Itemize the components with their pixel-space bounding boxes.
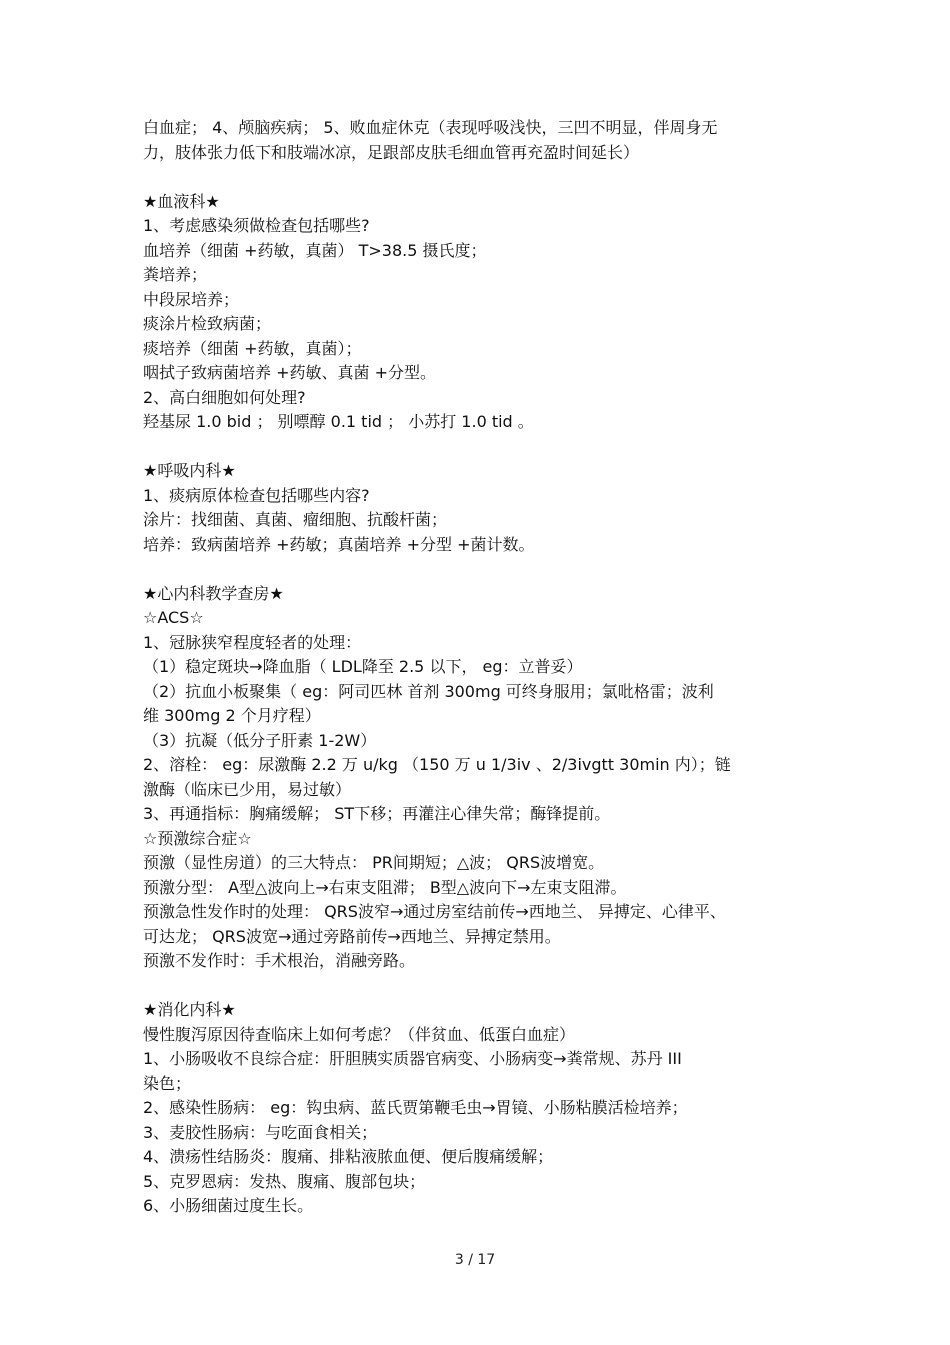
text-line: 1、考虑感染须做检查包括哪些?	[143, 216, 370, 235]
text-line: 2、感染性肠病： eg：钩虫病、蓝氏贾第鞭毛虫→胃镜、小肠粘膜活检培养；	[143, 1098, 688, 1117]
text-line: 中段尿培养；	[143, 289, 240, 309]
text-line: 预激（显性房道）的三大特点： PR间期短；△波； QRS波增宽。	[143, 853, 605, 872]
section-respiratory	[143, 459, 811, 557]
document-body	[143, 116, 811, 1219]
paragraph-gap	[143, 974, 811, 999]
text-line: （3）抗凝（低分子肝素 1-2W）	[143, 730, 377, 750]
section-heading: ★血液科★	[143, 191, 220, 211]
subsection-heading: ☆ACS☆	[143, 608, 204, 627]
section-gastroenterology	[143, 998, 811, 1219]
text-line: 1、冠脉狭窄程度轻者的处理：	[143, 632, 362, 652]
paragraph-gap	[143, 557, 811, 582]
section-cardiology	[143, 582, 811, 974]
page-footer	[0, 1251, 950, 1269]
text-line: 预激不发作时：手术根治，消融旁路。	[143, 951, 416, 970]
text-line: 2、溶栓： eg：尿激酶 2.2 万 u/kg （150 万 u 1/3iv 、2/3ivgtt 30min 内）；链	[143, 755, 731, 774]
text-line: 5、克罗恩病：发热、腹痛、腹部包块；	[143, 1171, 426, 1191]
page-total: 17	[477, 1252, 496, 1268]
text-line: 粪培养；	[143, 265, 208, 284]
text-line: 慢性腹泻原因待查临床上如何考虑？（伴贫血、低蛋白血症）	[143, 1024, 576, 1044]
text-line: （1）稳定斑块→降血脂（ LDL降至 2.5 以下， eg：立普妥）	[143, 657, 583, 676]
text-line: 1、痰病原体检查包括哪些内容?	[143, 485, 370, 505]
text-line: 3、麦胶性肠病：与吃面食相关；	[143, 1122, 378, 1142]
text-line: （2）抗血小板聚集（ eg：阿司匹林 首剂 300mg 可终身服用；氯吡格雷；波利	[143, 681, 714, 701]
section-heading: ★呼吸内科★	[143, 461, 236, 480]
page-separator: /	[468, 1252, 473, 1268]
text-line: 咽拭子致病菌培养 +药敏、真菌 +分型。	[143, 363, 436, 382]
section-continuation	[143, 116, 811, 165]
text-line: 预激急性发作时的处理： QRS波窄→通过房室结前传→西地兰、 异搏定、心律平、	[143, 902, 726, 921]
text-line: 4、溃疡性结肠炎：腹痛、排粘液脓血便、便后腹痛缓解；	[143, 1147, 554, 1166]
text-line: 白血症； 4、颅脑疾病； 5、败血症休克（表现呼吸浅快，三凹不明显，伴周身无	[143, 118, 718, 137]
text-line: 6、小肠细菌过度生长。	[143, 1196, 314, 1215]
text-line: 力，肢体张力低下和肢端冰凉，足跟部皮肤毛细血管再充盈时间延长）	[143, 142, 640, 162]
text-line: 痰涂片检致病菌；	[143, 314, 272, 333]
section-heading: ★消化内科★	[143, 1000, 236, 1019]
text-line: 培养：致病菌培养 +药敏；真菌培养 +分型 +菌计数。	[143, 534, 535, 554]
page-number: 3	[454, 1252, 464, 1268]
text-line: 血培养（细菌 +药敏，真菌） T>38.5 摄氏度；	[143, 240, 487, 260]
text-line: 1、小肠吸收不良综合症：肝胆胰实质器官病变、小肠病变→粪常规、苏丹 III	[143, 1049, 682, 1068]
text-line: 羟基尿 1.0 bid ； 别嘌醇 0.1 tid ； 小苏打 1.0 tid 。	[143, 412, 534, 431]
text-line: 染色；	[143, 1073, 192, 1093]
text-line: 预激分型： A型△波向上→右束支阻滞； B型△波向下→左束支阻滞。	[143, 877, 627, 897]
text-line: 痰培养（细菌 +药敏，真菌）；	[143, 338, 362, 358]
text-line: 激酶（临床已少用，易过敏）	[143, 779, 352, 799]
paragraph-gap	[143, 435, 811, 460]
section-heading: ★心内科教学查房★	[143, 583, 284, 603]
text-line: 涂片：找细菌、真菌、瘤细胞、抗酸杆菌；	[143, 510, 448, 529]
paragraph-gap	[143, 165, 811, 190]
subsection-heading: ☆预激综合症☆	[143, 828, 252, 848]
text-line: 维 300mg 2 个月疗程）	[143, 706, 321, 725]
text-line: 可达龙； QRS波宽→通过旁路前传→西地兰、异搏定禁用。	[143, 926, 561, 946]
text-line: 3、再通指标：胸痛缓解； ST下移；再灌注心律失常；酶锋提前。	[143, 804, 611, 823]
text-line: 2、高白细胞如何处理?	[143, 387, 306, 407]
section-hematology	[143, 190, 811, 435]
